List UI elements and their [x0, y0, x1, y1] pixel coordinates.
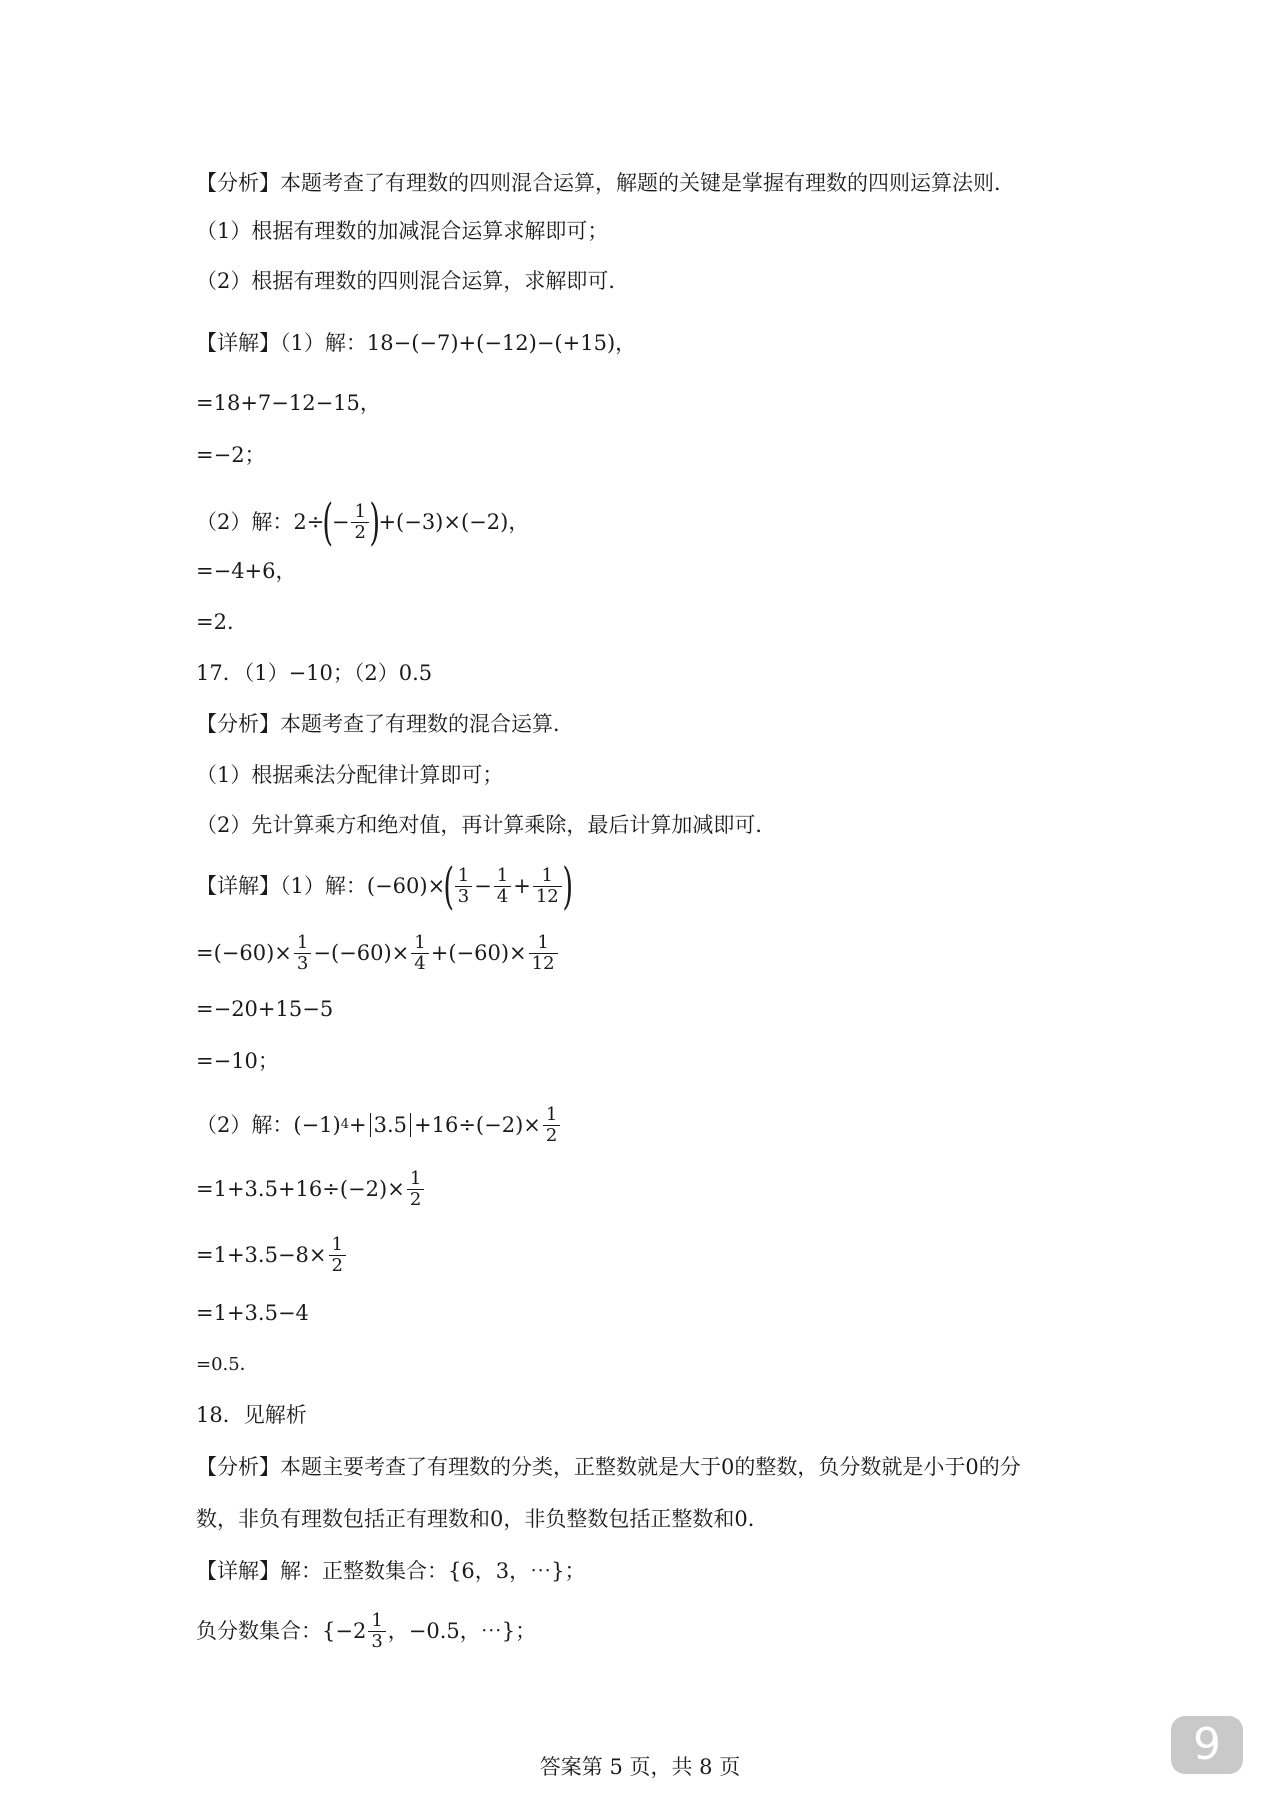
fraction: $\frac{1}{2}$ [543, 1105, 560, 1146]
fraction: $\frac{1}{12}$ [533, 866, 562, 907]
math-step: （2）解： (−1) 4 + 3.5 +16÷(−2)× $\frac{1}{2}$ [196, 1098, 562, 1152]
math-expression: 18−(−7)+(−12)−(+15)， [366, 331, 637, 355]
math-step: =−10； [196, 1049, 279, 1073]
answer-line: 17．（1）−10；（2）0.5 [196, 661, 433, 685]
math-step: =0.5． [196, 1354, 258, 1375]
page-footer: 答案第 5 页，共 8 页 [539, 1755, 741, 1779]
analysis-text: 数，非负有理数包括正有理数和0，非负整数包括正整数和0． [196, 1507, 769, 1531]
fraction: $\frac{1}{4}$ [494, 866, 511, 907]
hint-line: （2）根据有理数的四则混合运算，求解即可． [196, 269, 630, 293]
set-line: 负分数集合：{−2 $\frac{1}{3}$ ，−0.5，⋯}； [196, 1609, 537, 1652]
math-step: =−20+15−5 [196, 997, 334, 1021]
math-step: =1+3.5+16÷(−2)× $\frac{1}{2}$ [196, 1162, 426, 1216]
page-number-badge: 9 [1171, 1716, 1243, 1774]
hint-line: （1）根据有理数的加减混合运算求解即可； [196, 219, 609, 243]
math-step: （2）解： 2÷ ( − $\frac{1}{2}$ ) +(−3)×(−2)， [196, 493, 530, 551]
math-step: =1+3.5−4 [196, 1301, 309, 1325]
fraction: $\frac{1}{3}$ [455, 866, 472, 907]
fraction: $\frac{1}{3}$ [368, 1611, 385, 1652]
math-step: =18+7−12−15， [196, 391, 381, 415]
analysis-text: 【分析】本题主要考查了有理数的分类，正整数就是大于0的整数，负分数就是小于0的分 [196, 1455, 1021, 1479]
fraction: $\frac{1}{3}$ [294, 933, 311, 974]
hint-line: （1）根据乘法分配律计算即可； [196, 763, 504, 787]
fraction: $\frac{1}{4}$ [411, 933, 428, 974]
math-step: =−2； [196, 443, 266, 467]
detail-line: 【详解】（1）解： (−60)× ( $\frac{1}{3}$ − $\frac{1}{4}$ + $\frac{1}{12}$ ) [196, 857, 573, 915]
detail-line: 【详解】（1）解： 18−(−7)+(−12)−(+15)， [196, 328, 636, 358]
math-step: =−4+6， [196, 559, 297, 583]
fraction: $\frac{1}{2}$ [351, 502, 368, 543]
math-step: =(−60)× $\frac{1}{3}$ −(−60)× $\frac{1}{4}$ +(−60)× $\frac{1}{12}$ [196, 926, 560, 980]
math-step: =2． [196, 610, 248, 634]
fraction: $\frac{1}{2}$ [407, 1169, 424, 1210]
math-step: =1+3.5−8× $\frac{1}{2}$ [196, 1228, 348, 1282]
hint-line: （2）先计算乘方和绝对值，再计算乘除，最后计算加减即可． [196, 813, 777, 837]
detail-line: 【详解】解：正整数集合：{6，3，⋯}； [196, 1559, 586, 1583]
analysis-text: 【分析】本题考查了有理数的四则混合运算，解题的关键是掌握有理数的四则运算法则． [196, 171, 1015, 195]
answer-line: 18．见解析 [196, 1403, 307, 1427]
fraction: $\frac{1}{12}$ [529, 933, 558, 974]
analysis-text: 【分析】本题考查了有理数的混合运算． [196, 712, 574, 736]
fraction: $\frac{1}{2}$ [329, 1235, 346, 1276]
absolute-value: 3.5 [370, 1113, 411, 1137]
